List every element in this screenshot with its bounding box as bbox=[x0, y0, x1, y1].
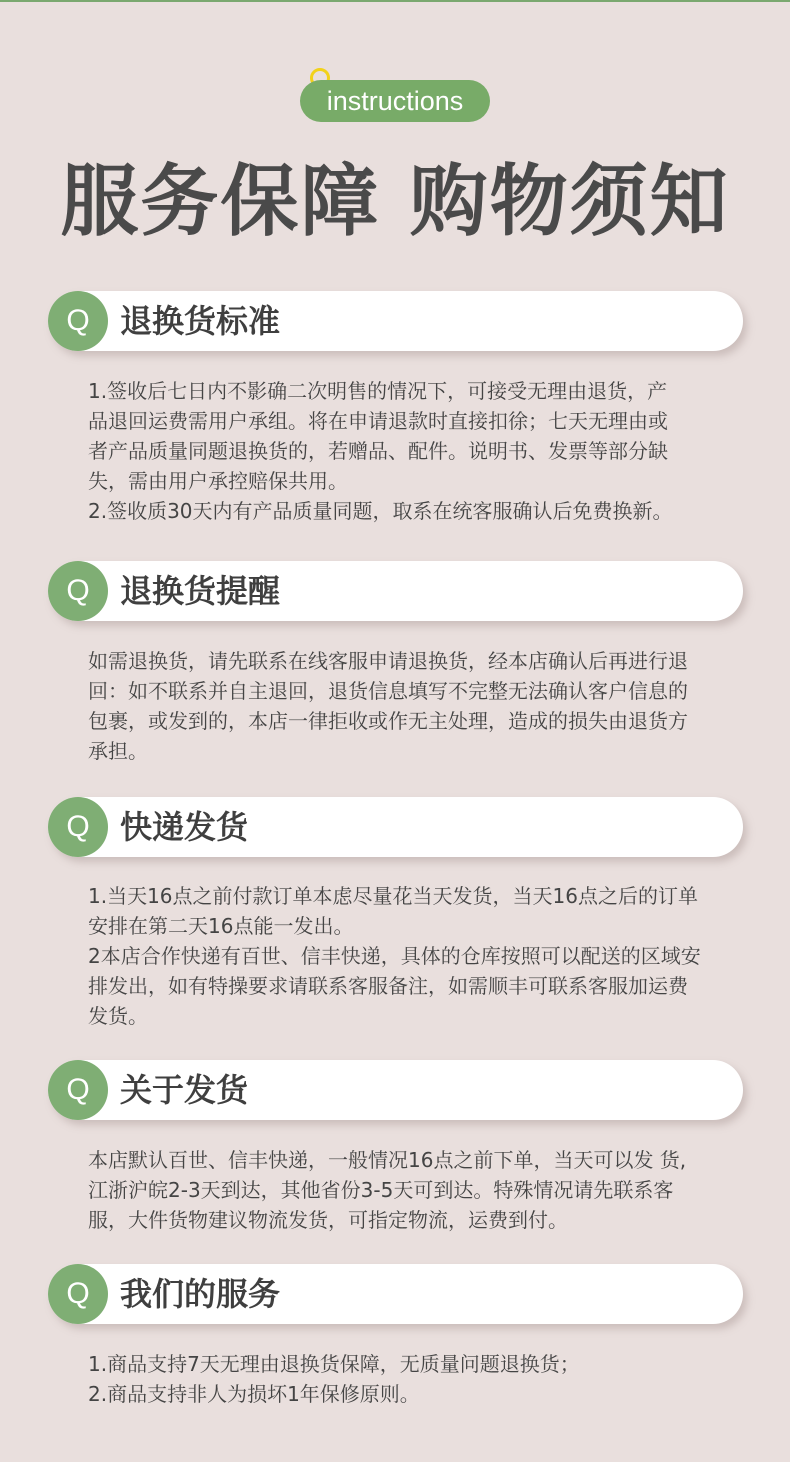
body-line: 回：如不联系并自主退回，退货信息填写不完整无法确认客户信息的 bbox=[88, 679, 688, 703]
body-line: 1.当天16点之前付款订单本虑尽量花当天发货，当天16点之后的订单 bbox=[88, 884, 698, 908]
section-header-return-standard bbox=[48, 291, 743, 351]
body-line: 江浙沪皖2-3天到达，其他省份3-5天可到达。特殊情况请先联系客 bbox=[88, 1178, 674, 1202]
q-badge-icon: Q bbox=[48, 1264, 108, 1324]
body-line: 1.商品支持7天无理由退换货保障，无质量问题退换货； bbox=[88, 1352, 580, 1376]
section-body-express-shipping bbox=[88, 881, 753, 1031]
body-line: 本店默认百世、信丰快递，一般情况16点之前下单，当天可以发 货, bbox=[88, 1148, 687, 1172]
section-title: 退换货标准 bbox=[120, 302, 281, 340]
body-line: 2.签收质30天内有产品质量同题，取系在统客服确认后免费换新。 bbox=[88, 499, 673, 523]
section-title: 快递发货 bbox=[120, 808, 249, 846]
body-line: 包裹，或发到的，本店一律拒收或作无主处理，造成的损失由退货方 bbox=[88, 709, 688, 733]
q-badge-icon: Q bbox=[48, 797, 108, 857]
section-body-our-service bbox=[88, 1349, 753, 1409]
section-body-return-reminder bbox=[88, 646, 753, 766]
section-header-express-shipping bbox=[48, 797, 743, 857]
body-line: 承担。 bbox=[88, 739, 148, 763]
body-line: 安排在第二天16点能一发出。 bbox=[88, 914, 354, 938]
q-badge-icon: Q bbox=[48, 561, 108, 621]
section-title: 退换货提醒 bbox=[120, 572, 281, 610]
section-header-about-shipping bbox=[48, 1060, 743, 1120]
page-title: 服务保障 购物须知 bbox=[60, 157, 730, 247]
body-line: 服，大件货物建议物流发货，可指定物流，运费到付。 bbox=[88, 1208, 568, 1232]
body-line: 1.签收后七日内不影确二次明售的情况下，可接受无理由退货，产 bbox=[88, 379, 668, 403]
body-line: 如需退换货，请先联系在线客服申请退换货，经本店确认后再进行退 bbox=[88, 649, 688, 673]
body-line: 失，需由用户承控赔保共用。 bbox=[88, 469, 348, 493]
section-header-our-service bbox=[48, 1264, 743, 1324]
body-line: 品退回运费需用户承组。将在申请退款时直接扣徐；七天无理由或 bbox=[88, 409, 668, 433]
body-line: 者产品质量同题退换货的，若赠品、配件。说明书、发票等部分缺 bbox=[88, 439, 668, 463]
top-divider bbox=[0, 0, 790, 2]
body-line: 排发出，如有特操要求请联系客服备注，如需顺丰可联系客服加运费 bbox=[88, 974, 688, 998]
section-body-return-standard bbox=[88, 376, 753, 526]
q-badge-icon: Q bbox=[48, 1060, 108, 1120]
body-line: 2.商品支持非人为损坏1年保修原则。 bbox=[88, 1382, 420, 1406]
section-title: 关于发货 bbox=[120, 1071, 249, 1109]
section-header-return-reminder bbox=[48, 561, 743, 621]
body-line: 2本店合作快递有百世、信丰快递，具体的仓库按照可以配送的区域安 bbox=[88, 944, 701, 968]
section-body-about-shipping bbox=[88, 1145, 753, 1235]
body-line: 发货。 bbox=[88, 1004, 148, 1028]
instructions-badge: instructions bbox=[300, 80, 490, 122]
section-title: 我们的服务 bbox=[120, 1275, 281, 1313]
q-badge-icon: Q bbox=[48, 291, 108, 351]
